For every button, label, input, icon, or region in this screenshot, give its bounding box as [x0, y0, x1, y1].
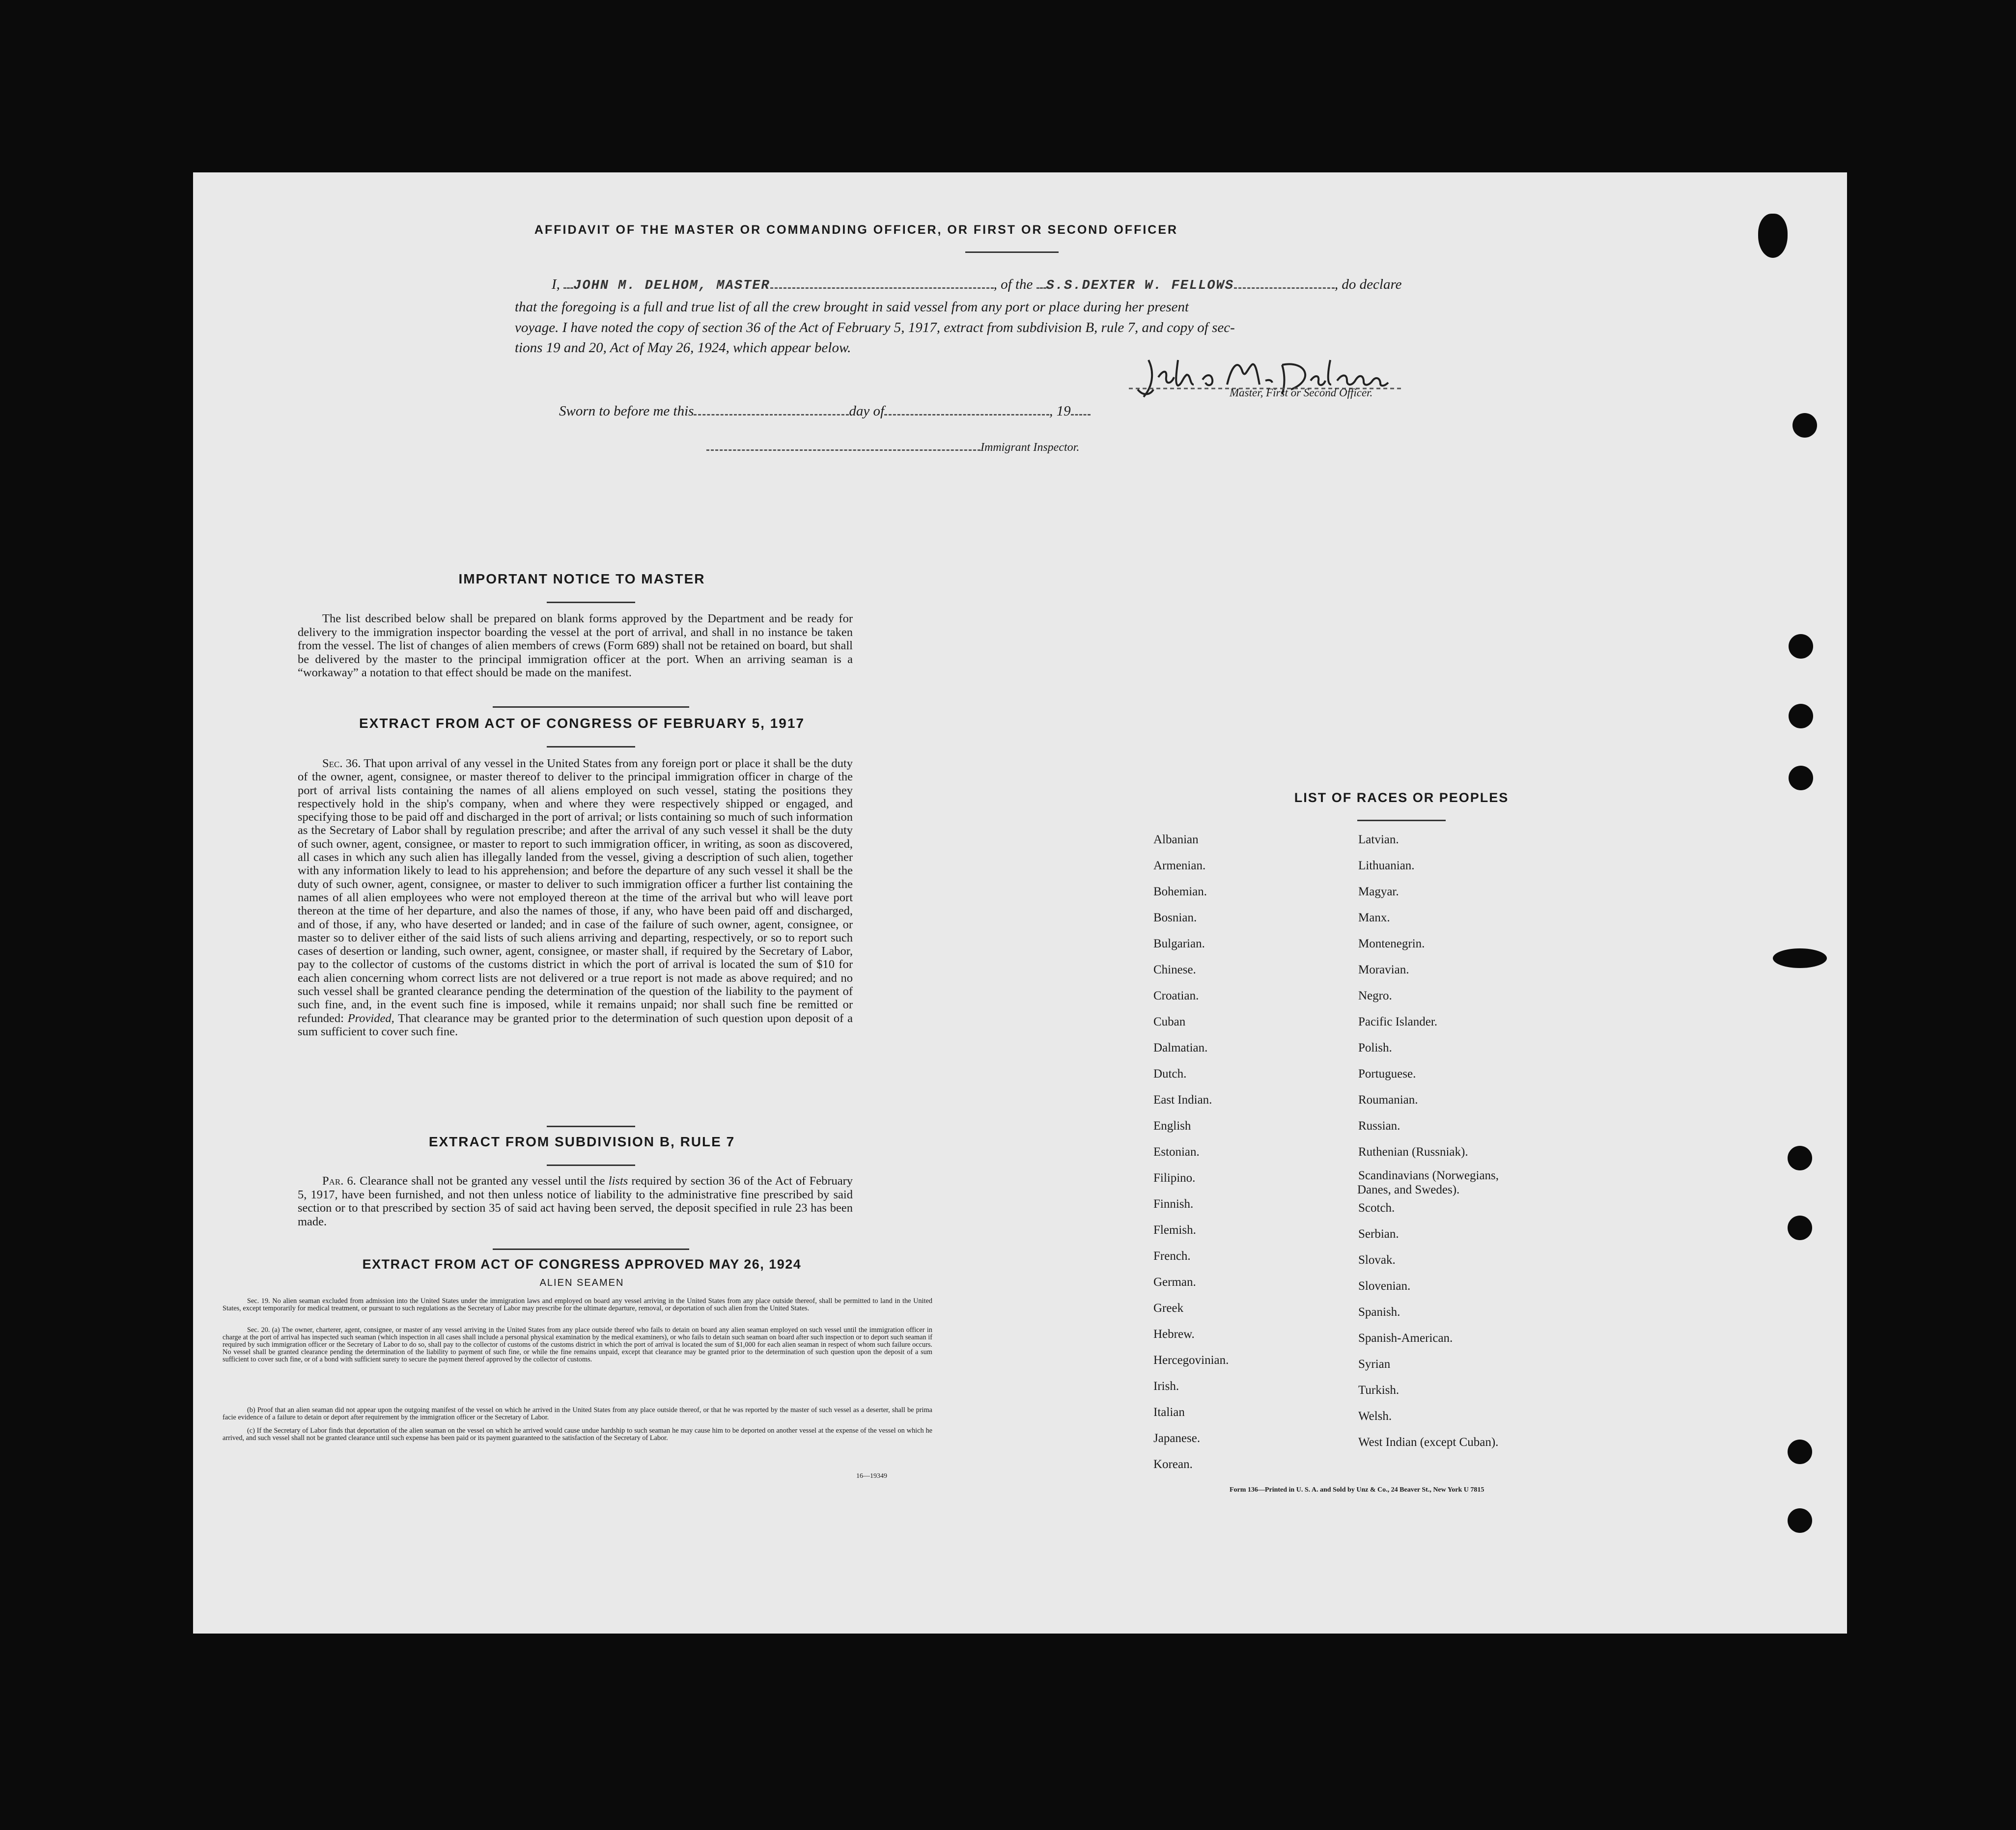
- punch-hole: [1788, 1440, 1812, 1464]
- inspector-line: [706, 441, 1198, 454]
- affidavit-line-4: tions 19 and 20, Act of May 26, 1924, which appear below.: [515, 340, 851, 356]
- punch-hole: [1789, 704, 1813, 728]
- document-page: [193, 172, 1847, 1634]
- race-item: German.: [1153, 1275, 1196, 1289]
- race-item: Negro.: [1358, 989, 1392, 1002]
- race-item: Bulgarian.: [1153, 937, 1205, 950]
- race-item: Korean.: [1153, 1458, 1193, 1471]
- race-item: Syrian: [1358, 1358, 1391, 1371]
- punch-hole: [1788, 1216, 1812, 1240]
- race-item: Dutch.: [1153, 1067, 1187, 1081]
- race-item: East Indian.: [1153, 1093, 1212, 1107]
- form-code: 16—19349: [856, 1472, 887, 1480]
- race-item: Cuban: [1153, 1015, 1186, 1028]
- punch-hole: [1788, 1508, 1812, 1533]
- race-item: Scandinavians (Norwegians,: [1358, 1169, 1499, 1182]
- race-item: Bohemian.: [1153, 885, 1207, 898]
- race-item: Slovak.: [1358, 1253, 1396, 1267]
- punch-hole: [1773, 948, 1827, 968]
- race-item: French.: [1153, 1249, 1191, 1263]
- rule-7-title: EXTRACT FROM SUBDIVISION B, RULE 7: [428, 1134, 735, 1149]
- sec-36-text-end: That clearance may be granted prior to the determination of such question upon deposit of a sum sufficient to cover such fine.: [298, 1011, 853, 1038]
- affidavit-line-2: that the foregoing is a full and true list of all the crew brought in said vessel from any port or place during her present: [515, 299, 1189, 315]
- race-item: Armenian.: [1153, 859, 1206, 872]
- race-item: Hebrew.: [1153, 1328, 1195, 1341]
- rule-7-text-b: required by section 36 of the Act of February 5, 1917, have been furnished, and not then unless notice of liability to the administrative fine prescribed by said section or to that prescribed by section 35 of said act having been served, the deposit specified in rule 23 has been made.: [298, 1174, 853, 1228]
- race-item: Bosnian.: [1153, 911, 1197, 924]
- act-1924-sec-20b: (b) Proof that an alien seaman did not appear upon the outgoing manifest of the vessel on which he arrived in the United States from any place outside thereof, or that he was reported by the master of such vessel as a deserter, shall be prima facie evidence of a failure to detain or deport after requirement by the immigration officer or the Secretary of Labor.: [223, 1406, 932, 1421]
- punch-hole: [1789, 766, 1813, 790]
- race-item: Scotch.: [1358, 1201, 1395, 1215]
- act-1924-title: EXTRACT FROM ACT OF CONGRESS APPROVED MAY 26, 1924: [362, 1257, 802, 1272]
- race-item: Croatian.: [1153, 989, 1199, 1002]
- race-item: Roumanian.: [1358, 1093, 1418, 1107]
- race-item: Magyar.: [1358, 885, 1399, 898]
- act-1924-subtitle: ALIEN SEAMEN: [539, 1277, 624, 1288]
- signature-caption: Master, First or Second Officer.: [1230, 387, 1373, 399]
- race-item: Greek: [1153, 1302, 1184, 1315]
- act-1917-body: [298, 757, 853, 1038]
- day-of-label: day of: [849, 403, 885, 419]
- act-1924-sec-20a: Sec. 20. (a) The owner, charterer, agent, consignee, or master of any vessel arriving in the United States from any place outside thereof who fails to detain on board any alien seaman employed on such vessel until the immigration officer in charge at the port of arrival has inspected such seaman (which inspection in all cases shall include a personal physical examination by the medical examiners), or who fails to detain such seaman on board after such inspection or to deport such seaman if required by such immigration officer or the Secretary of Labor to do so, shall pay to the collector of customs of the customs district in which the port of arrival is located the sum of $1,000 for each alien seaman in respect of whom such failure occurs. No vessel shall be granted clearance pending the determination of the liability to payment of such fine, or while the fine remains unpaid, except that clearance may be granted prior to the determination of such question upon the deposit of a sum sufficient to cover such fine, or of a bond with sufficient surety to secure the payment thereof approved by the collector of customs.: [223, 1326, 932, 1363]
- race-item: Moravian.: [1358, 963, 1409, 976]
- race-item: Danes, and Swedes).: [1357, 1183, 1460, 1196]
- race-item: Filipino.: [1153, 1171, 1196, 1185]
- punch-hole: [1792, 413, 1817, 438]
- rule-7-text-a: Clearance shall not be granted any vessel until the: [360, 1174, 605, 1188]
- race-item: Irish.: [1153, 1380, 1179, 1393]
- race-item: West Indian (except Cuban).: [1358, 1436, 1499, 1449]
- do-declare-label: , do declare: [1334, 277, 1402, 292]
- affidavit-line-1: [552, 277, 1632, 293]
- race-item: Italian: [1153, 1406, 1185, 1419]
- of-the-label: , of the: [993, 277, 1033, 292]
- sec-36-label: Sec. 36.: [322, 757, 361, 770]
- act-1924-sec-20c: (c) If the Secretary of Labor finds that deportation of the alien seaman on the vessel on which he arrived would cause undue hardship to such seaman he may cause him to be deported on another vessel at the expense of the vessel on which he arrived, and such vessel shall not be granted clearance until such expense has been paid or its payment guaranteed to the satisfaction of the Secretary of Labor.: [223, 1427, 932, 1442]
- race-item: Albanian: [1153, 833, 1199, 846]
- race-item: English: [1153, 1119, 1191, 1133]
- race-item: Polish.: [1358, 1041, 1392, 1054]
- i-label: I,: [552, 277, 560, 292]
- year-label: , 19: [1049, 403, 1071, 419]
- race-item: Chinese.: [1153, 963, 1196, 976]
- race-item: Turkish.: [1358, 1384, 1400, 1397]
- race-item: Montenegrin.: [1358, 937, 1425, 950]
- race-item: Slovenian.: [1358, 1279, 1411, 1293]
- printer-footer: Form 136—Printed in U. S. A. and Sold by Unz & Co., 24 Beaver St., New York U 7815: [1230, 1486, 1484, 1494]
- race-item: Spanish.: [1358, 1305, 1400, 1319]
- notice-title: IMPORTANT NOTICE TO MASTER: [458, 571, 705, 586]
- punch-hole: [1758, 214, 1788, 258]
- provided-label: Provided,: [347, 1011, 394, 1025]
- race-item: Lithuanian.: [1358, 859, 1415, 872]
- par-6-label: Par. 6.: [322, 1174, 356, 1188]
- races-title: LIST OF RACES OR PEOPLES: [1294, 790, 1509, 805]
- vessel-name-field: S.S.DEXTER W. FELLOWS: [1046, 278, 1234, 293]
- affidavit-line-3: voyage. I have noted the copy of section 36 of the Act of February 5, 1917, extract from subdivision B, rule 7, and copy of sec-: [515, 320, 1235, 335]
- race-item: Finnish.: [1153, 1197, 1194, 1211]
- race-item: Russian.: [1358, 1119, 1400, 1133]
- notice-body: The list described below shall be prepared on blank forms approved by the Department and be ready for delivery to the immigration inspector boarding the vessel at the port of arrival, and shall in no instance be taken from the vessel. The list of changes of alien members of crews (Form 689) shall not be retained on board, but shall be delivered by the master to the principal immigration officer at the port. When an arriving seaman is a “workaway” a notation to that effect should be made on the manifest.: [298, 612, 853, 679]
- race-item: Portuguese.: [1358, 1067, 1416, 1081]
- master-name-field: JOHN M. DELHOM, MASTER: [573, 278, 770, 293]
- race-item: Dalmatian.: [1153, 1041, 1208, 1054]
- race-item: Japanese.: [1153, 1432, 1201, 1445]
- punch-hole: [1789, 634, 1813, 659]
- race-item: Latvian.: [1358, 833, 1399, 846]
- race-item: Pacific Islander.: [1358, 1015, 1438, 1028]
- act-1917-title: EXTRACT FROM ACT OF CONGRESS OF FEBRUARY 5, 1917: [359, 716, 805, 731]
- race-item: Serbian.: [1358, 1227, 1399, 1241]
- rule-7-body: [298, 1174, 853, 1228]
- race-item: Ruthenian (Russniak).: [1358, 1145, 1468, 1159]
- act-1924-sec-19: Sec. 19. No alien seaman excluded from admission into the United States under the immigration laws and employed on board any vessel arriving in the United States from any place outside thereof, shall be permitted to land in the United States, except temporarily for medical treatment, or pursuant to such regulations as the Secretary of Labor may prescribe for the ultimate departure, removal, or deportation of such alien from the United States.: [223, 1297, 932, 1312]
- sec-36-text: That upon arrival of any vessel in the United States from any foreign port or place it shall be the duty of the owner, agent, consignee, or master thereof to deliver to the principal immigration officer in charge of the port of arrival lists containing the names of all aliens employed on such vessel, stating the positions they respectively hold in the ship's company, when and where they were respectively shipped or engaged, and specifying those to be paid off and discharged in the port of arrival; or lists containing so much of such information as the Secretary of Labor shall by regulation prescribe; and after the arrival of any such vessel it shall be the duty of such owner, agent, consignee, or master to report to such immigration officer, in writing, as soon as discovered, all cases in which any such alien has illegally landed from the vessel, giving a description of such alien, together with any information likely to lead to his apprehension; and before the departure of any such vessel it shall be the duty of such owner, agent, consignee, or master to deliver to such immigration officer a further list containing the names of all alien employees who were not employed thereon at the time of the arrival but who will leave port thereon at the time of her departure, and also the names of those, if any, who have been paid off and discharged, and of those, if any, who have deserted or landed; and in case of the failure of such owner, agent, consignee, or master so to deliver either of the said lists of such aliens arriving and departing, respectively, or so to report such cases of desertion or landing, such owner, agent, consignee, or master shall, if required by the Secretary of Labor, pay to the collector of customs of the customs district in which the port of arrival is located the sum of $10 for each alien concerning whom correct lists are not delivered or a true report is not made as above required; and no such vessel shall be granted clearance pending the determination of the question of the liability to the payment of such fine, and, in the event such fine is imposed, while it remains unpaid; nor shall such fine be remitted or refunded:: [298, 757, 853, 1025]
- race-item: Flemish.: [1153, 1223, 1196, 1237]
- race-item: Estonian.: [1153, 1145, 1200, 1159]
- sworn-label: Sworn to before me this: [559, 403, 694, 419]
- inspector-label: Immigrant Inspector.: [980, 441, 1080, 454]
- race-item: Hercegovinian.: [1153, 1354, 1229, 1367]
- race-item: Spanish-American.: [1358, 1331, 1453, 1345]
- race-item: Welsh.: [1358, 1410, 1392, 1423]
- sworn-line: [559, 403, 1296, 419]
- lists-word: lists: [608, 1174, 628, 1188]
- affidavit-title: AFFIDAVIT OF THE MASTER OR COMMANDING OFFICER, OR FIRST OR SECOND OFFICER: [534, 223, 1178, 237]
- punch-hole: [1788, 1146, 1812, 1170]
- race-item: Manx.: [1358, 911, 1390, 924]
